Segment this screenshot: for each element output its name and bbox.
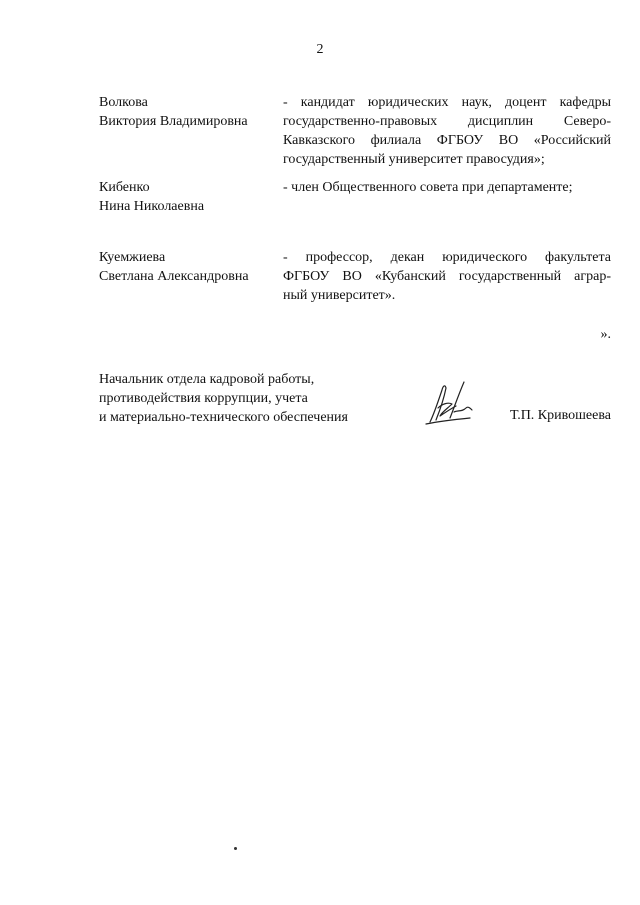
position-line: Начальник отдела кадровой работы,: [99, 372, 315, 387]
member-name: [99, 178, 279, 216]
position-line: противодействия коррупции, учета: [99, 391, 308, 406]
signer-name: Т.П. Кривошеева: [510, 408, 611, 423]
closing-quote: ».: [600, 327, 611, 342]
member-name: [99, 93, 279, 131]
member-surname: Кибенко: [99, 180, 150, 195]
handwritten-signature: [420, 378, 476, 426]
description-line: - член Общественного совета при департаменте;: [283, 180, 573, 195]
description-line: ФГБОУ ВО «Кубанский государственный аграр-: [283, 269, 611, 284]
stray-mark: [234, 847, 237, 850]
member-surname: Куемжиева: [99, 250, 166, 265]
member-name: [99, 248, 279, 286]
signer-position: [99, 370, 348, 427]
member-given-name: Светлана Александровна: [99, 269, 249, 284]
page-number: 2: [316, 42, 324, 57]
description-line: - кандидат юридических наук, доцент кафедры: [283, 95, 611, 110]
member-description: [283, 178, 611, 197]
description-line: ный университет».: [283, 288, 396, 303]
description-line: - профессор, декан юридического факультета: [283, 250, 611, 265]
description-line: Кавказского филиала ФГБОУ ВО «Российский: [283, 133, 611, 148]
member-given-name: Нина Николаевна: [99, 199, 205, 214]
description-line: государственный университет правосудия»;: [283, 152, 545, 167]
member-given-name: Виктория Владимировна: [99, 114, 248, 129]
description-line: государственно-правовых дисциплин Северо-: [283, 114, 611, 129]
member-description: [283, 248, 611, 305]
member-description: [283, 93, 611, 169]
member-surname: Волкова: [99, 95, 148, 110]
position-line: и материально-технического обеспечения: [99, 410, 348, 425]
